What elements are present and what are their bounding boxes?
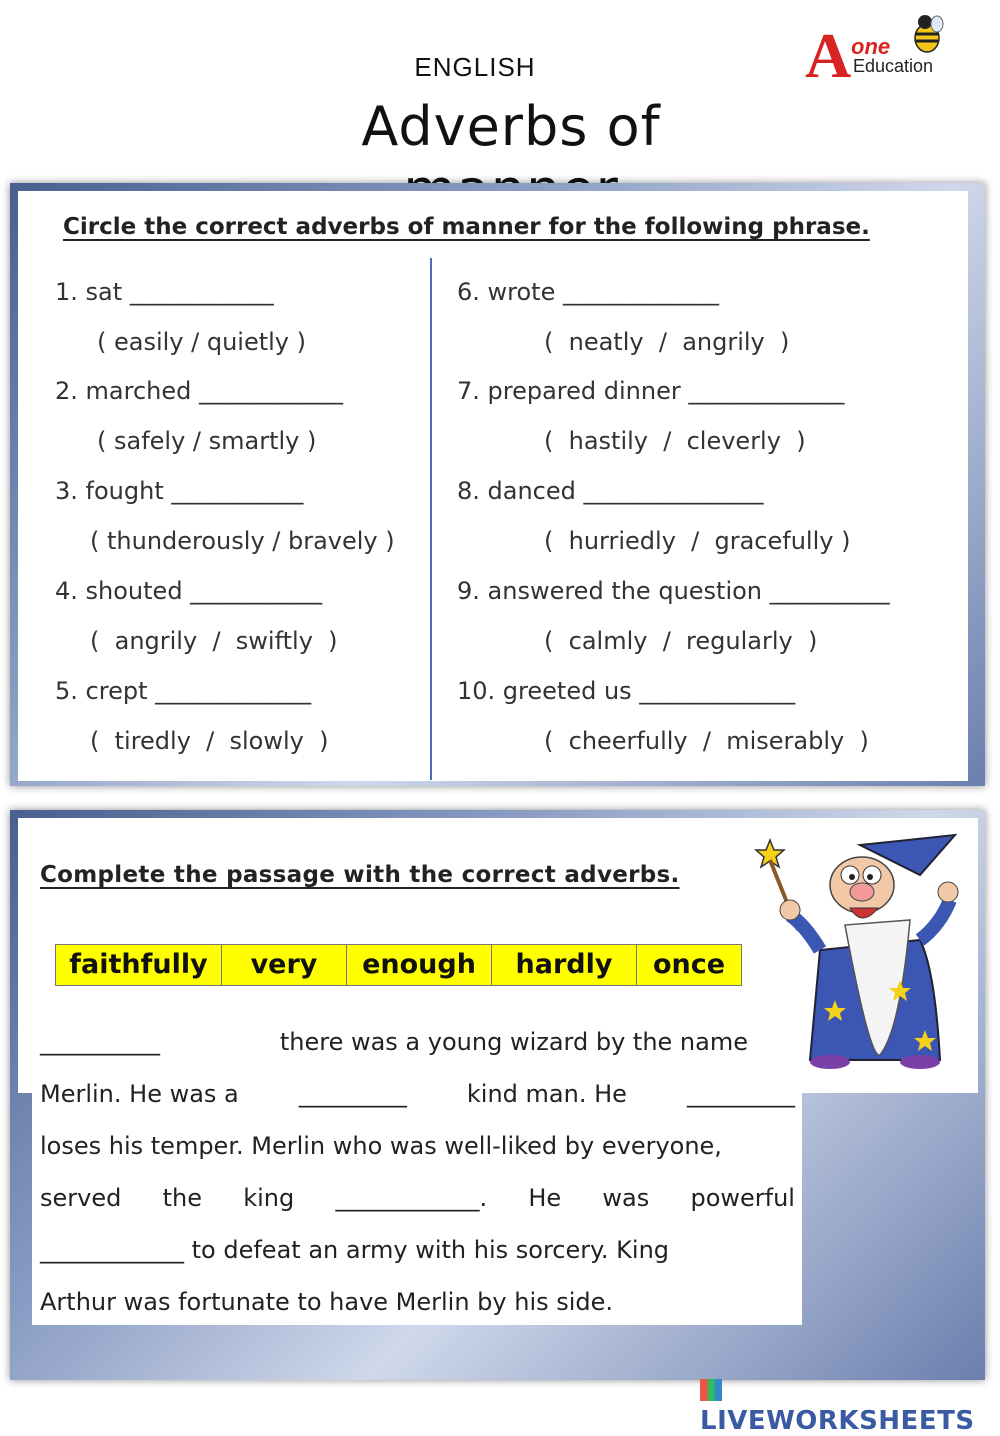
word-bank-item[interactable]: faithfully [69, 949, 208, 980]
question-6[interactable]: 6. wrote _____________ [457, 278, 719, 306]
passage-text: there was a young wizard by the name [279, 1028, 748, 1056]
liveworksheets-logo-icon [700, 1379, 722, 1401]
passage-text: served [40, 1184, 122, 1212]
blank-1[interactable]: __________ [40, 1028, 160, 1056]
word-bank [55, 944, 742, 986]
passage-line-5: ____________ to defeat an army with his sorcery. King [40, 1236, 670, 1264]
options-10[interactable]: ( cheerfully / miserably ) [544, 727, 869, 755]
subject-label: ENGLISH [414, 52, 536, 82]
passage-line-2 [40, 1080, 795, 1108]
options-6[interactable]: ( neatly / angrily ) [544, 328, 790, 356]
options-9[interactable]: ( calmly / regularly ) [544, 627, 818, 655]
question-9[interactable]: 9. answered the question __________ [457, 577, 890, 605]
options-3[interactable]: ( thunderously / bravely ) [90, 527, 395, 555]
blank-2[interactable]: _________ [298, 1080, 407, 1108]
instruction-circle: Circle the correct adverbs of manner for the following phrase. [63, 214, 870, 240]
question-2[interactable]: 2. marched ____________ [55, 377, 343, 405]
options-4[interactable]: ( angrily / swiftly ) [90, 627, 338, 655]
logo-letter: A [805, 20, 852, 91]
question-10[interactable]: 10. greeted us _____________ [457, 677, 796, 705]
options-5[interactable]: ( tiredly / slowly ) [90, 727, 329, 755]
liveworksheets-footer[interactable] [700, 1376, 1000, 1436]
question-1[interactable]: 1. sat ____________ [55, 278, 274, 306]
footer-brand: LIVEWORKSHEETS [700, 1406, 975, 1436]
question-8[interactable]: 8. danced _______________ [457, 477, 764, 505]
passage-text: powerful [690, 1184, 795, 1212]
passage-line-6: Arthur was fortunate to have Merlin by his side. [40, 1288, 614, 1316]
options-8[interactable]: ( hurriedly / gracefully ) [544, 527, 851, 555]
options-7[interactable]: ( hastily / cleverly ) [544, 427, 806, 455]
passage-line-1 [40, 1028, 748, 1056]
question-7[interactable]: 7. prepared dinner _____________ [457, 377, 845, 405]
instruction-complete: Complete the passage with the correct adverbs. [40, 862, 680, 888]
question-5[interactable]: 5. crept _____________ [55, 677, 312, 705]
passage-line-4 [40, 1184, 795, 1212]
passage-text: kind man. He [466, 1080, 627, 1108]
question-3[interactable]: 3. fought ___________ [55, 477, 304, 505]
wizard-illustration [750, 830, 980, 1080]
bee-icon [905, 12, 945, 56]
question-4[interactable]: 4. shouted ___________ [55, 577, 323, 605]
passage-text: Merlin. He was a [40, 1080, 239, 1108]
options-2[interactable]: ( safely / smartly ) [97, 427, 317, 455]
column-divider [430, 258, 432, 780]
passage-text: He [528, 1184, 562, 1212]
word-bank-item[interactable]: very [221, 945, 346, 985]
word-bank-item[interactable]: hardly [491, 945, 636, 985]
passage-line-3: loses his temper. Merlin who was well-liked by everyone, [40, 1132, 722, 1160]
word-bank-item[interactable]: once [636, 945, 741, 985]
blank-4[interactable]: ____________. [335, 1184, 488, 1212]
word-bank-item[interactable]: enough [346, 945, 491, 985]
logo-one: one [851, 34, 891, 59]
blank-3[interactable]: _________ [686, 1080, 795, 1108]
options-1[interactable]: ( easily / quietly ) [97, 328, 307, 356]
passage-text: was [602, 1184, 650, 1212]
brand-logo [805, 12, 955, 91]
passage-text: king [243, 1184, 295, 1212]
logo-education: Education [853, 56, 934, 76]
page-title: Adverbs of [255, 95, 767, 230]
passage-text: the [162, 1184, 202, 1212]
